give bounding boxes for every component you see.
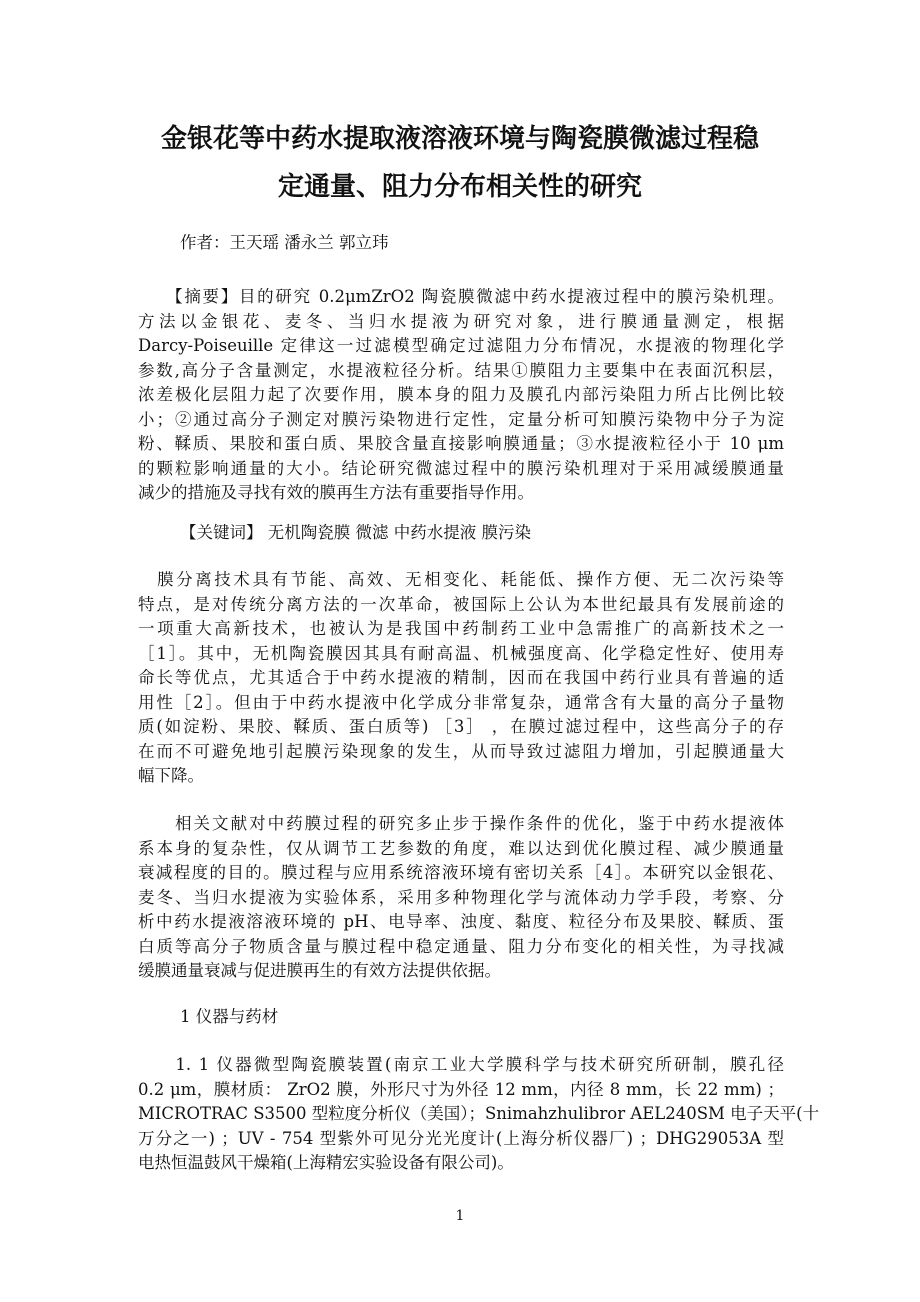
text-line: 电热恒温鼓风干燥箱(上海精宏实验设备有限公司)。 (138, 1153, 514, 1172)
section-heading-1: 1 仪器与药材 (180, 1007, 279, 1026)
text-line: 的颗粒影响通量的大小。结论研究微滤过程中的膜污染机理对于采用减缓膜通量 (138, 458, 784, 478)
text-line: 系本身的复杂性，仅从调节工艺参数的角度，难以达到优化膜过程、减少膜通量 (138, 838, 784, 858)
page-number: 1 (455, 1208, 465, 1224)
text-line: 小；②通过高分子测定对膜污染物进行定性，定量分析可知膜污染物中分子为淀 (138, 409, 784, 429)
text-line: 减少的措施及寻找有效的膜再生方法有重要指导作用。 (138, 483, 534, 502)
text-line: MICROTRAC S3500 型粒度分析仪（美国）；Snimahzhulibror AEL240SM 电子天平(十 (138, 1104, 820, 1123)
text-line: 衰减程度的目的。膜过程与应用系统溶液环境有密切关系［4］。本研究以金银花、 (138, 863, 784, 882)
text-line: 麦冬、当归水提液为实验体系，采用多种物理化学与流体动力学手段，考察、分 (138, 887, 784, 907)
title-line-1: 金银花等中药水提取液溶液环境与陶瓷膜微滤过程稳 (160, 124, 759, 154)
text-line: 0.2 μm，膜材质： ZrO2 膜，外形尺寸为外径 12 mm，内径 8 mm，长 22 mm) ； (138, 1079, 784, 1099)
text-line: Darcy-Poiseuille 定律这一过滤模型确定过滤阻力分布情况，水提液的物理化学 (138, 336, 784, 355)
text-line: 参数,高分子含量测定，水提液粒径分析。结果①膜阻力主要集中在表面沉积层， (138, 360, 784, 380)
text-line: 【摘要】目的研究 0.2μmZrO2 陶瓷膜微滤中药水提液过程中的膜污染机理。 (138, 287, 784, 306)
text-line: 命长等优点，尤其适合于中药水提液的精制，因而在我国中药行业具有普遍的适 (138, 668, 784, 687)
text-line: 缓膜通量衰减与促进膜再生的有效方法提供依据。 (138, 961, 501, 980)
text-line: 幅下降。 (138, 766, 204, 785)
text-line: 用性［2］。但由于中药水提液中化学成分非常复杂，通常含有大量的高分子量物 (138, 692, 784, 712)
text-line: 粉、鞣质、果胶和蛋白质、果胶含量直接影响膜通量；③水提液粒径小于 10 μm (138, 434, 784, 453)
text-line: 一项重大高新技术，也被认为是我国中药制药工业中急需推广的高新技术之一 (138, 619, 784, 638)
text-line: 特点，是对传统分离方法的一次革命，被国际上公认为本世纪最具有发展前途的 (138, 594, 784, 614)
text-line: 方法以金银花、麦冬、当归水提液为研究对象，进行膜通量测定，根据 (138, 311, 784, 331)
title-line-2: 定通量、阻力分布相关性的研究 (277, 172, 642, 202)
text-line: ［1］。其中，无机陶瓷膜因其具有耐高温、机械强度高、化学稳定性好、使用寿 (138, 643, 784, 663)
authors: 作者：王天瑶 潘永兰 郭立玮 (180, 233, 389, 252)
text-line: 浓差极化层阻力起了次要作用，膜本身的阻力及膜孔内部污染阻力所占比例比较 (138, 385, 784, 404)
text-line: 万分之一) ；UV - 754 型紫外可见分光光度计(上海分析仪器厂) ；DHG29053A 型 (138, 1128, 784, 1148)
text-line: 相关文献对中药膜过程的研究多止步于操作条件的优化，鉴于中药水提液体 (138, 814, 784, 833)
text-line: 在而不可避免地引起膜污染现象的发生，从而导致过滤阻力增加，引起膜通量大 (138, 741, 784, 761)
text-line: 白质等高分子物质含量与膜过程中稳定通量、阻力分布变化的相关性，为寻找减 (138, 936, 784, 956)
text-line: 1. 1 仪器微型陶瓷膜装置(南京工业大学膜科学与技术研究所研制，膜孔径 (138, 1055, 784, 1074)
text-line: 质(如淀粉、果胶、鞣质、蛋白质等) ［3］ ，在膜过滤过程中，这些高分子的存 (138, 717, 784, 736)
text-line: 膜分离技术具有节能、高效、无相变化、耗能低、操作方便、无二次污染等 (138, 570, 784, 589)
keywords: 【关键词】 无机陶瓷膜 微滤 中药水提液 膜污染 (180, 523, 531, 542)
text-line: 析中药水提液溶液环境的 pH、电导率、浊度、黏度、粒径分布及果胶、鞣质、蛋 (138, 912, 784, 931)
